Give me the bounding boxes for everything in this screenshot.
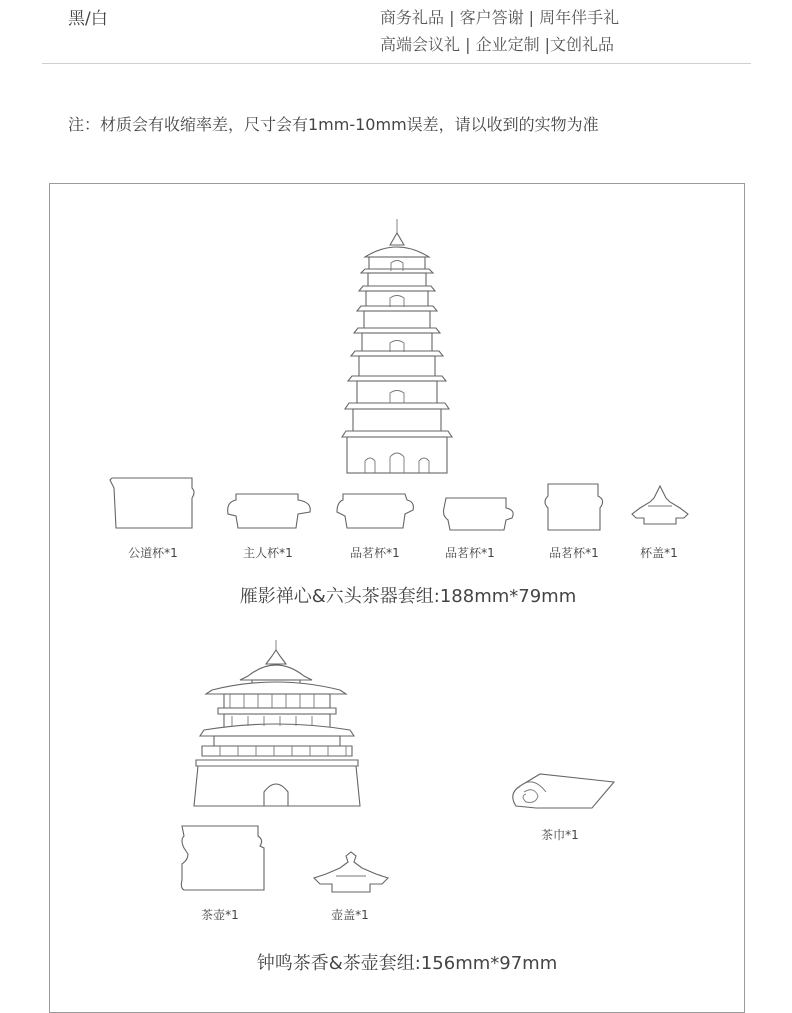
uses-line-2: 高端会议礼 | 企业定制 |文创礼品 <box>380 35 615 54</box>
piece-label: 品茗杯*1 <box>350 546 400 560</box>
tolerance-note: 注：材质会有收缩率差，尺寸会有1mm-10mm误差，请以收到的实物为准 <box>68 115 599 134</box>
uses-line-1: 商务礼品 | 客户答谢 | 周年伴手礼 <box>380 8 620 27</box>
uses-list <box>380 4 619 58</box>
piece-label: 茶壶*1 <box>201 908 239 922</box>
divider <box>42 63 751 64</box>
color-option: 黑/白 <box>68 9 108 29</box>
teapot-illustration <box>178 824 274 896</box>
fair-cup-illustration <box>108 476 200 532</box>
bell-tower-illustration <box>190 638 365 810</box>
piece-label: 茶巾*1 <box>541 828 579 842</box>
tasting-cup-2-illustration <box>440 494 520 534</box>
pagoda-illustration <box>335 215 460 475</box>
set-title: 雁影禅心&六头茶器套组:188mm*79mm <box>239 586 577 607</box>
piece-label: 公道杯*1 <box>128 546 178 560</box>
piece-label: 主人杯*1 <box>243 546 293 560</box>
piece-label: 品茗杯*1 <box>445 546 495 560</box>
set-title: 钟鸣茶香&茶壶套组:156mm*97mm <box>256 953 558 974</box>
piece-label: 壶盖*1 <box>331 908 369 922</box>
tasting-cup-3-illustration <box>540 482 610 534</box>
piece-label: 品茗杯*1 <box>549 546 599 560</box>
host-cup-illustration <box>226 490 316 532</box>
piece-label: 杯盖*1 <box>640 546 678 560</box>
cup-lid-illustration <box>630 484 690 534</box>
tasting-cup-1-illustration <box>335 490 417 532</box>
tea-towel-illustration <box>506 764 618 814</box>
teapot-lid-illustration <box>310 850 392 894</box>
